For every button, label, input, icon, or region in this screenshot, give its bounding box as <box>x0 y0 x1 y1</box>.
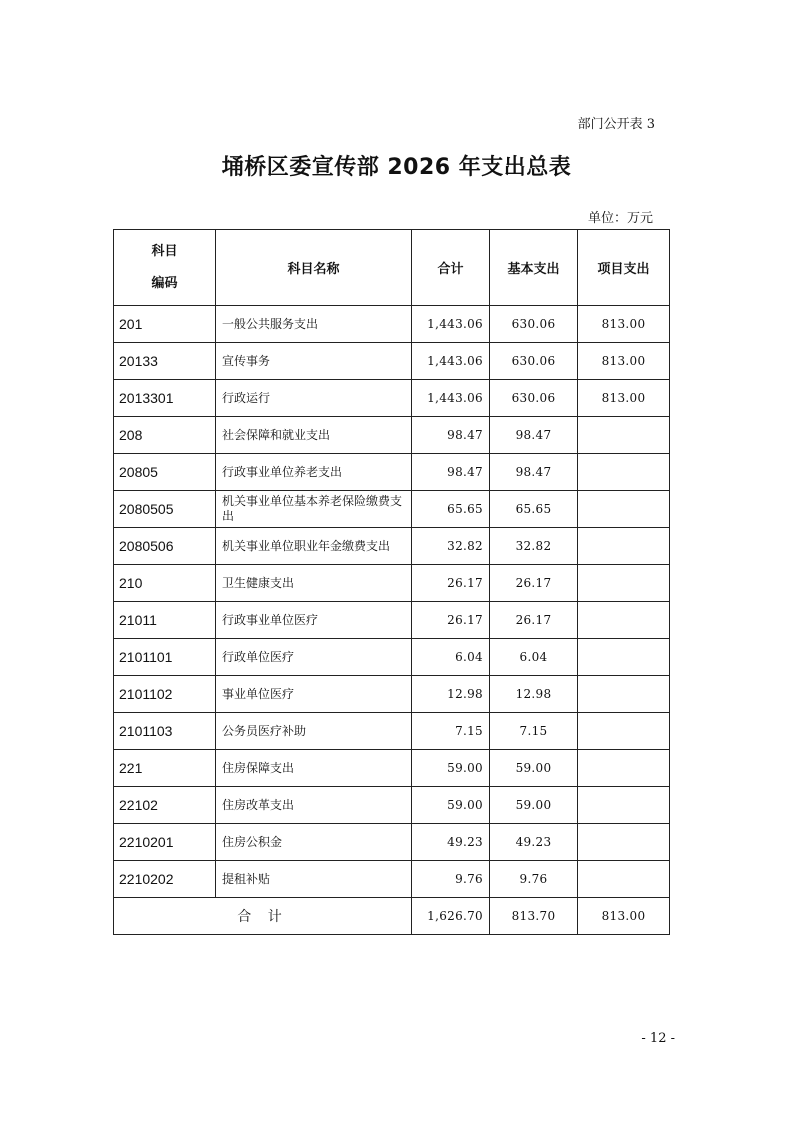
row-total: 12.98 <box>412 676 490 713</box>
table-row <box>114 676 670 713</box>
row-basic: 7.15 <box>490 713 578 750</box>
summary-total: 1,626.70 <box>412 898 490 935</box>
row-code: 210 <box>114 565 216 602</box>
table-row <box>114 713 670 750</box>
row-basic: 630.06 <box>490 380 578 417</box>
row-code: 2101101 <box>114 639 216 676</box>
row-name: 一般公共服务支出 <box>216 306 412 343</box>
table-row <box>114 639 670 676</box>
table-row <box>114 417 670 454</box>
row-code: 208 <box>114 417 216 454</box>
row-project <box>578 565 670 602</box>
row-project: 813.00 <box>578 380 670 417</box>
summary-basic: 813.70 <box>490 898 578 935</box>
row-basic: 32.82 <box>490 528 578 565</box>
row-project: 813.00 <box>578 306 670 343</box>
row-total: 7.15 <box>412 713 490 750</box>
row-code: 221 <box>114 750 216 787</box>
page-title: 埇桥区委宣传部 2026 年支出总表 <box>221 155 572 180</box>
row-project <box>578 639 670 676</box>
row-basic: 6.04 <box>490 639 578 676</box>
table-row <box>114 380 670 417</box>
row-project: 813.00 <box>578 343 670 380</box>
row-project <box>578 417 670 454</box>
row-code: 2013301 <box>114 380 216 417</box>
row-project <box>578 528 670 565</box>
row-name: 行政事业单位医疗 <box>216 602 412 639</box>
row-name: 事业单位医疗 <box>216 676 412 713</box>
row-basic: 9.76 <box>490 861 578 898</box>
table-row <box>114 454 670 491</box>
row-total: 9.76 <box>412 861 490 898</box>
table-row <box>114 306 670 343</box>
row-project <box>578 824 670 861</box>
summary-label: 合 计 <box>114 898 412 935</box>
row-total: 26.17 <box>412 565 490 602</box>
table-row <box>114 602 670 639</box>
table-row <box>114 491 670 528</box>
row-total: 98.47 <box>412 454 490 491</box>
header-code-line1: 科目 <box>151 243 178 259</box>
row-basic: 59.00 <box>490 750 578 787</box>
table-header-row <box>114 230 670 306</box>
row-code: 20133 <box>114 343 216 380</box>
row-name: 社会保障和就业支出 <box>216 417 412 454</box>
row-total: 65.65 <box>412 491 490 528</box>
unit-label: 单位：万元 <box>587 211 653 226</box>
row-name: 机关事业单位职业年金缴费支出 <box>216 528 412 565</box>
row-name: 行政事业单位养老支出 <box>216 454 412 491</box>
row-name: 公务员医疗补助 <box>216 713 412 750</box>
row-name: 住房保障支出 <box>216 750 412 787</box>
header-project: 项目支出 <box>578 230 670 306</box>
row-code: 2101102 <box>114 676 216 713</box>
row-basic: 98.47 <box>490 454 578 491</box>
row-name: 宣传事务 <box>216 343 412 380</box>
summary-row <box>114 898 670 935</box>
row-total: 1,443.06 <box>412 343 490 380</box>
row-name: 住房改革支出 <box>216 787 412 824</box>
row-project <box>578 602 670 639</box>
row-name: 机关事业单位基本养老保险缴费支出 <box>216 491 412 528</box>
row-code: 21011 <box>114 602 216 639</box>
header-total: 合计 <box>412 230 490 306</box>
row-name: 卫生健康支出 <box>216 565 412 602</box>
row-project <box>578 750 670 787</box>
row-total: 26.17 <box>412 602 490 639</box>
table-row <box>114 787 670 824</box>
row-code: 22102 <box>114 787 216 824</box>
row-basic: 630.06 <box>490 306 578 343</box>
row-basic: 98.47 <box>490 417 578 454</box>
row-total: 98.47 <box>412 417 490 454</box>
page-number: - 12 - <box>641 1031 675 1046</box>
row-code: 201 <box>114 306 216 343</box>
row-basic: 59.00 <box>490 787 578 824</box>
table-row <box>114 528 670 565</box>
row-basic: 630.06 <box>490 343 578 380</box>
row-project <box>578 861 670 898</box>
row-name: 行政运行 <box>216 380 412 417</box>
row-project <box>578 491 670 528</box>
row-name: 行政单位医疗 <box>216 639 412 676</box>
table-row <box>114 343 670 380</box>
row-basic: 12.98 <box>490 676 578 713</box>
row-total: 1,443.06 <box>412 306 490 343</box>
summary-project: 813.00 <box>578 898 670 935</box>
row-project <box>578 787 670 824</box>
header-name: 科目名称 <box>216 230 412 306</box>
row-total: 6.04 <box>412 639 490 676</box>
table-row <box>114 565 670 602</box>
row-code: 2210202 <box>114 861 216 898</box>
row-total: 1,443.06 <box>412 380 490 417</box>
row-basic: 26.17 <box>490 565 578 602</box>
row-name: 住房公积金 <box>216 824 412 861</box>
row-code: 2080505 <box>114 491 216 528</box>
row-name: 提租补贴 <box>216 861 412 898</box>
header-code <box>114 230 216 306</box>
row-code: 2080506 <box>114 528 216 565</box>
row-code: 20805 <box>114 454 216 491</box>
table-row <box>114 750 670 787</box>
row-total: 32.82 <box>412 528 490 565</box>
row-basic: 65.65 <box>490 491 578 528</box>
row-basic: 49.23 <box>490 824 578 861</box>
table-body <box>114 306 670 935</box>
header-basic: 基本支出 <box>490 230 578 306</box>
row-project <box>578 454 670 491</box>
row-basic: 26.17 <box>490 602 578 639</box>
row-total: 59.00 <box>412 750 490 787</box>
row-project <box>578 713 670 750</box>
document-label: 部门公开表 3 <box>577 117 655 132</box>
header-code-line2: 编码 <box>151 275 178 291</box>
table-row <box>114 824 670 861</box>
row-code: 2101103 <box>114 713 216 750</box>
row-total: 49.23 <box>412 824 490 861</box>
row-total: 59.00 <box>412 787 490 824</box>
row-project <box>578 676 670 713</box>
expenditure-table <box>113 229 670 935</box>
row-code: 2210201 <box>114 824 216 861</box>
table-row <box>114 861 670 898</box>
